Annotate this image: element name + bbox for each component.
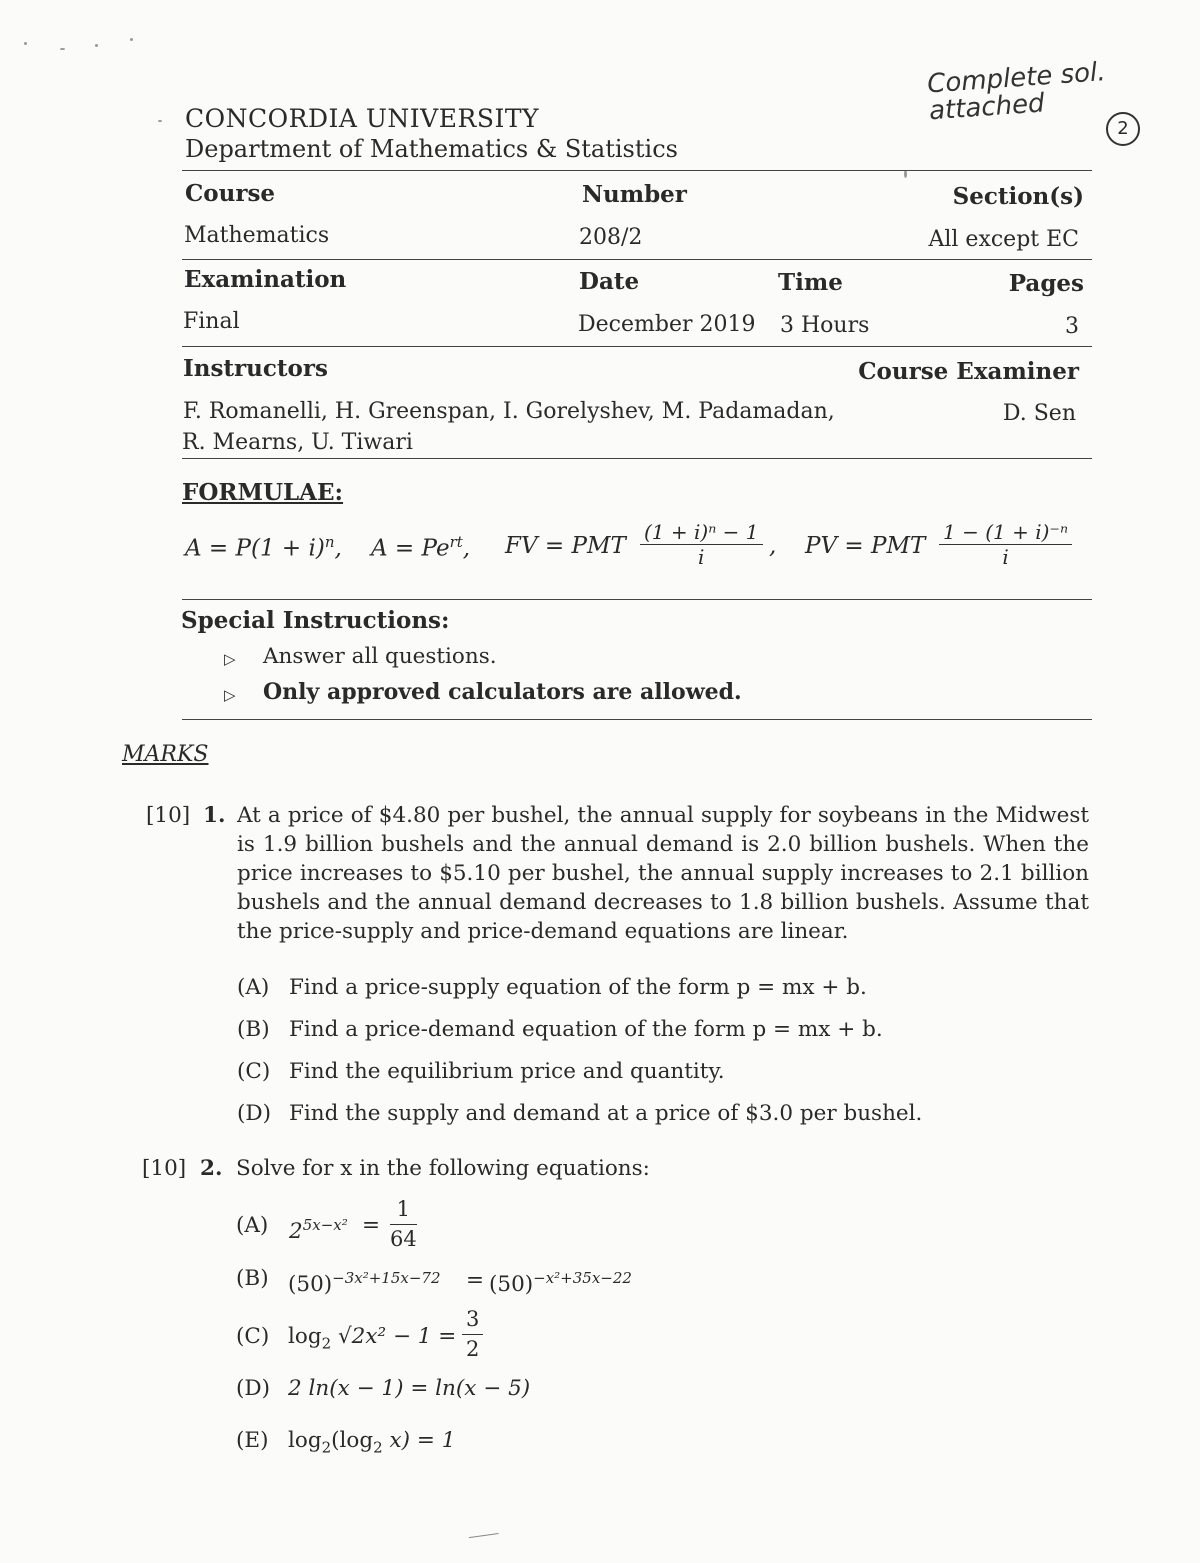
q1-number: 1. [203,803,226,828]
q2-text: Solve for x in the following equations: [236,1156,650,1181]
date-label: Date [579,268,640,295]
q1-part-c-label: (C) [237,1059,271,1084]
exam-value: Final [183,309,240,334]
q2-part-b-label: (B) [236,1266,269,1291]
scan-mark [469,1533,501,1556]
q2-part-c-fraction: $\frac{3}{2}$ [462,1305,483,1364]
exam-label: Examination [184,266,347,293]
rule [182,170,1092,171]
scan-speck [158,120,162,122]
q2-part-c-label: (C) [236,1324,270,1349]
sections-label: Section(s) [952,183,1084,210]
rule [182,599,1092,600]
formula-fv-fraction: $\frac{\text{(1 + i)ⁿ − 1}}{i}$ [640,520,763,569]
pages-value: 3 [1065,314,1079,339]
q1-part-b-text: Find a price-demand equation of the form p = mx + b. [289,1017,883,1042]
q2-part-e-expr: $\log_2(\log_2$ x) = 1 [288,1428,456,1457]
q2-part-b-eq: = [466,1268,485,1293]
q2-part-b-rhs: $(50)^{-x^2+35x-22}$ [489,1269,632,1298]
instructors-label: Instructors [183,355,328,382]
number-label: Number [582,181,687,208]
q2-part-a-label: (A) [236,1213,269,1238]
sections-value: All except EC [928,227,1079,252]
q1-part-c-text: Find the equilibrium price and quantity. [289,1059,725,1084]
formula-continuous: $A = Pe^{rt}$, [371,533,471,562]
formula-pv-fraction: $\frac{\text{1 − (1 + i)⁻ⁿ}}{i}$ [939,520,1072,569]
bullet-icon: ▷ [224,686,236,704]
q2-part-b-lhs: $(50)^{-3x^2+15x-72}$ [288,1269,441,1298]
pages-label: Pages [1008,270,1084,297]
q2-part-c-expr: $\log_2 √2x^2 - 1$ = [288,1324,457,1353]
examiner-value: D. Sen [1002,401,1076,426]
instructors-line-1: F. Romanelli, H. Greenspan, I. Gorelyshev, M. Padamadan, [183,399,835,424]
formulae-row: $A = P(1 + i)^n$, $A = Pe^{rt}$, FV = PMT $\frac{\text{(1 + i)ⁿ − 1}}{i}$ , PV = PMT $\frac{\text{1 − (1 + i)⁻ⁿ}}{i}$ [185,520,1095,580]
q1-part-d-label: (D) [237,1101,272,1126]
rule [182,346,1092,347]
q1-part-a-text: Find a price-supply equation of the form p = mx + b. [289,975,867,1000]
scan-speck [60,48,65,50]
scan-speck [24,42,27,45]
formulae-label: FORMULAE: [182,479,344,506]
scan-speck [904,170,907,178]
q1-marks: [10] [146,803,191,828]
rule [182,458,1092,459]
scan-speck [130,38,133,41]
examiner-label: Course Examiner [858,358,1079,385]
handwritten-note: Complete sol. attached [926,57,1107,127]
scan-speck [95,44,98,47]
marks-label: MARKS [122,742,209,767]
formula-fv: FV = PMT [505,533,626,559]
q2-part-a-eq: = [362,1213,381,1238]
number-value: 208/2 [579,225,643,250]
q2-part-a-expr: $2^{5x-x^2}$ [289,1216,348,1245]
instruction-item-1: Answer all questions. [263,644,497,669]
q1-part-a-label: (A) [237,975,270,1000]
instructors-line-2: R. Mearns, U. Tiwari [182,430,413,455]
q2-part-a-fraction: $\frac{1}{64}$ [390,1197,417,1251]
course-label: Course [185,180,276,207]
time-value: 3 Hours [780,313,870,338]
q2-number: 2. [200,1156,223,1181]
date-value: December 2019 [578,312,756,337]
rule [182,719,1092,720]
formula-compound: $A = P(1 + i)^n$, [185,533,342,562]
university-name: CONCORDIA UNIVERSITY [185,104,539,133]
formula-pv: PV = PMT [805,533,926,559]
q1-part-b-label: (B) [237,1017,270,1042]
q1-text: At a price of $4.80 per bushel, the annual supply for soybeans in the Midwest is 1.9 billion bushels and the annual demand is 2.0 billion bushels. When the price increases to $5.10 per bushel, the annual supply increases to 2.1 billion bushels and the annual demand decreases to 1.8 billion bushels. Assume that the price-supply and price-demand equations are linear. [237,803,1089,944]
q2-marks: [10] [142,1156,187,1181]
department-name: Department of Mathematics & Statistics [185,135,678,163]
instructions-label: Special Instructions: [181,607,450,634]
time-label: Time [778,269,843,296]
q2-part-d-expr: 2 ln(x − 1) = ln(x − 5) [288,1376,531,1401]
q1-part-d-text: Find the supply and demand at a price of $3.0 per bushel. [289,1101,923,1126]
rule [182,259,1092,260]
course-value: Mathematics [184,223,330,248]
instruction-item-2: Only approved calculators are allowed. [263,679,742,705]
bullet-icon: ▷ [224,650,236,668]
q2-part-d-label: (D) [236,1376,271,1401]
q2-part-e-label: (E) [236,1428,269,1453]
handwritten-circled-number: 2 [1106,112,1140,146]
